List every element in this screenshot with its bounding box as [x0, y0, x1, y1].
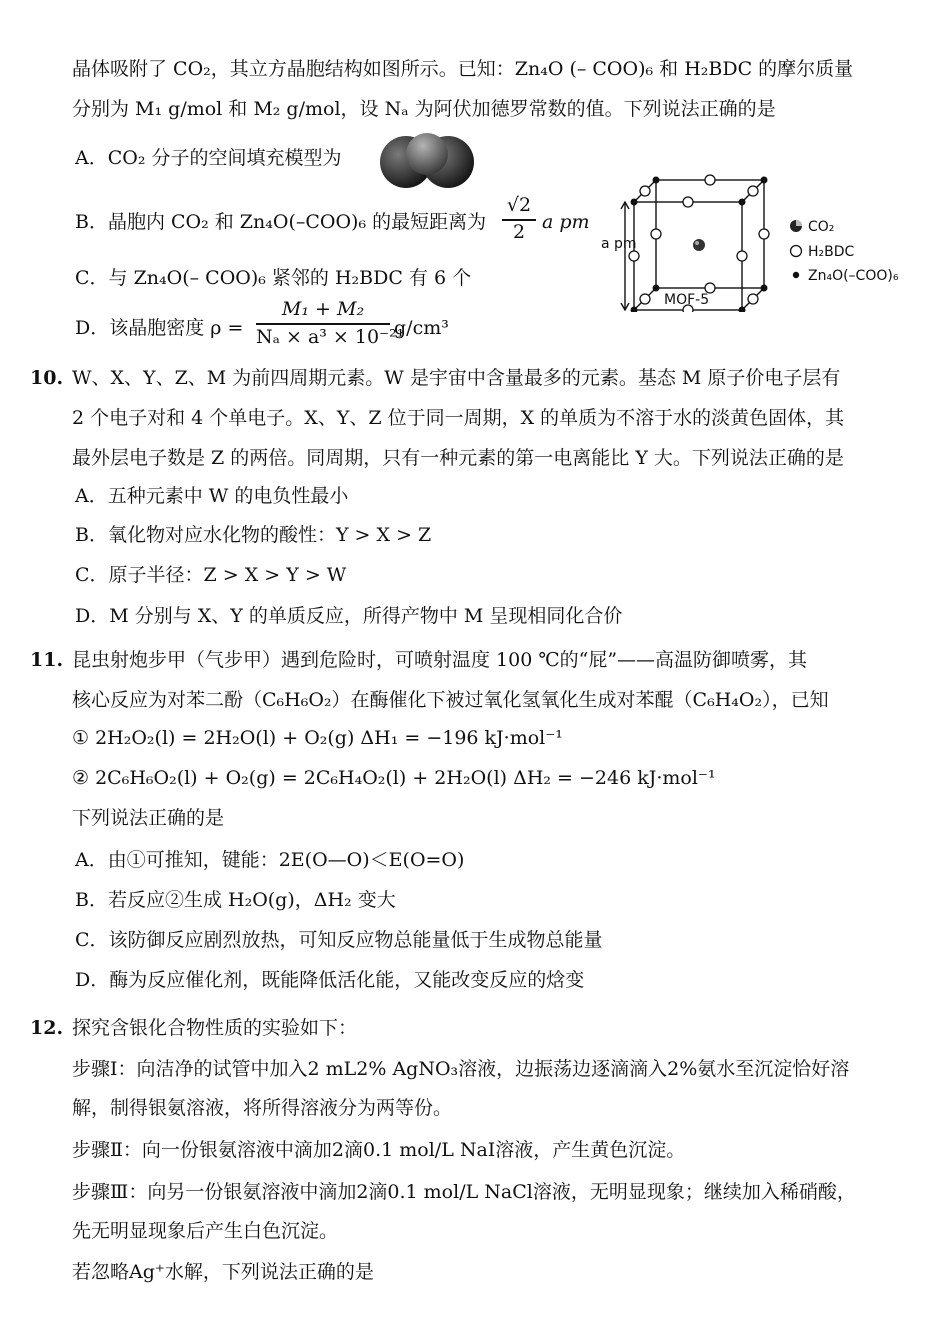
q9-option-c: C．与 Zn₄O(– COO)₆ 紧邻的 H₂BDC 有 6 个	[75, 267, 472, 289]
q10-stem-line-3: 最外层电子数是 Z 的两倍。同周期，只有一种元素的第一电离能比 Y 大。下列说法正确的是	[72, 447, 844, 469]
q10-option-a: A．五种元素中 W 的电负性最小	[75, 485, 349, 507]
q9-option-d-unit: g/cm³	[394, 317, 449, 339]
q12-final-prompt: 若忽略Ag⁺水解，下列说法正确的是	[72, 1261, 374, 1283]
q11-stem-line-1: 昆虫射炮步甲（气步甲）遇到危险时，可喷射温度 100 ℃的“屁”——高温防御喷雾，其	[72, 649, 808, 671]
q9-stem-line-1: 晶体吸附了 CO₂，其立方晶胞结构如图所示。已知：Zn₄O (– COO)₆ 和 H₂BDC 的摩尔质量	[72, 58, 854, 80]
q9-stem-line-2: 分别为 M₁ g/mol 和 M₂ g/mol，设 Nₐ 为阿伏加德罗常数的值。下列说法正确的是	[72, 98, 776, 120]
q10-option-c: C．原子半径：Z > X > Y > W	[75, 564, 347, 586]
q10-option-b: B．氧化物对应水化物的酸性：Y > X > Z	[75, 524, 432, 546]
q11-option-c: C．该防御反应剧烈放热，可知反应物总能量低于生成物总能量	[75, 929, 603, 951]
question-10-number: 10.	[30, 367, 64, 389]
q9-option-b-text: B．晶胞内 CO₂ 和 Zn₄O(–COO)₆ 的最短距离为	[75, 211, 487, 233]
cell-edge-label: a pm	[601, 236, 637, 252]
fraction-bar	[256, 323, 390, 325]
q11-option-a: A．由①可推知，键能：2E(O—O)＜E(O=O)	[75, 849, 465, 871]
mof5-unit-cell-figure	[598, 172, 933, 312]
q9-option-b-denominator: 2	[512, 221, 526, 243]
q12-step-3-line-2: 先无明显现象后产生白色沉淀。	[72, 1220, 339, 1242]
q9-option-b-numerator: √2	[506, 194, 532, 216]
q9-option-d-text: D．该晶胞密度 ρ =	[75, 317, 244, 339]
q9-option-d-denominator: Nₐ × a³ × 10⁻²¹	[256, 326, 405, 348]
legend-co2: CO₂	[808, 219, 835, 235]
q12-stem-line-1: 探究含银化合物性质的实验如下：	[72, 1017, 358, 1039]
co2-space-filling-model-image	[378, 130, 476, 190]
legend-h2bdc: H₂BDC	[808, 244, 855, 260]
q9-option-a: A．CO₂ 分子的空间填充模型为	[75, 147, 342, 169]
q9-option-d-numerator: M₁ + M₂	[281, 298, 365, 320]
q11-equation-2: ② 2C₆H₆O₂(l) + O₂(g) = 2C₆H₄O₂(l) + 2H₂O(l) ΔH₂ = −246 kJ·mol⁻¹	[72, 767, 716, 789]
figure-caption: MOF-5	[664, 292, 710, 308]
q10-option-d: D．M 分别与 X、Y 的单质反应，所得产物中 M 呈现相同化合价	[75, 605, 623, 627]
q11-option-d: D．酶为反应催化剂，既能降低活化能，又能改变反应的焓变	[75, 969, 585, 991]
question-12-number: 12.	[30, 1017, 64, 1039]
q12-step-1-line-1: 步骤Ⅰ：向洁净的试管中加入2 mL2% AgNO₃溶液，边振荡边逐滴滴入2%氨水至沉淀恰好溶	[72, 1058, 850, 1080]
question-11-number: 11.	[30, 649, 64, 671]
q12-step-3-line-1: 步骤Ⅲ：向另一份银氨溶液中滴加2滴0.1 mol/L NaCl溶液，无明显现象；继续加入稀硝酸，	[72, 1181, 856, 1203]
q10-stem-line-1: W、X、Y、Z、M 为前四周期元素。W 是宇宙中含量最多的元素。基态 M 原子价电子层有	[72, 367, 841, 389]
legend-zn4o: Zn₄O(–COO)₆	[808, 268, 899, 284]
q11-stem-line-2: 核心反应为对苯二酚（C₆H₆O₂）在酶催化下被过氧化氢氧化生成对苯醌（C₆H₄O₂），已知	[72, 689, 829, 711]
q11-prompt: 下列说法正确的是	[72, 807, 225, 829]
q12-step-2: 步骤Ⅱ：向一份银氨溶液中滴加2滴0.1 mol/L NaI溶液，产生黄色沉淀。	[72, 1139, 686, 1161]
q11-option-b: B．若反应②生成 H₂O(g)，ΔH₂ 变大	[75, 889, 396, 911]
q12-step-1-line-2: 解，制得银氨溶液，将所得溶液分为两等份。	[72, 1097, 453, 1119]
q11-equation-1: ① 2H₂O₂(l) = 2H₂O(l) + O₂(g) ΔH₁ = −196 kJ·mol⁻¹	[72, 727, 563, 749]
q9-option-b-unit: a pm	[542, 211, 590, 233]
q10-stem-line-2: 2 个电子对和 4 个单电子。X、Y、Z 位于同一周期，X 的单质为不溶于水的淡黄色固体，其	[72, 407, 845, 429]
